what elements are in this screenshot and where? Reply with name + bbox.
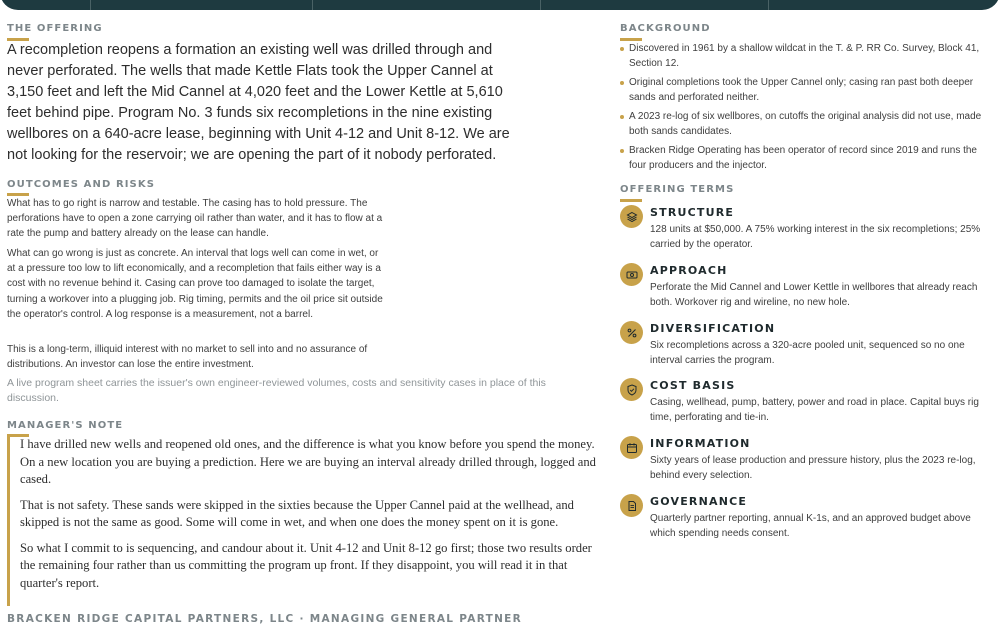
- nav-divider: [90, 0, 91, 10]
- illiquidity-paragraph: This is a long-term, illiquid interest with no market to sell into and no assurance of distributions. An investor can lose the entire investment.: [7, 344, 368, 371]
- cash-icon: [620, 263, 643, 286]
- term-body: Perforate the Mid Cannel and Lower Kettle in wellbores that already reach both. Workover rig and wireline, no new hole.: [650, 282, 978, 309]
- footer-company-line: BRACKEN RIDGE CAPITAL PARTNERS, LLC · MANAGING GENERAL PARTNER: [7, 613, 523, 625]
- term-title: DIVERSIFICATION: [650, 322, 776, 335]
- offering-lead-paragraph: A recompletion reopens a formation an existing well was drilled through and never perforated. The wells that made Kettle Flats took the Upper Cannel at 3,150 feet and left the Mid Cannel at 4,020 feet and the Lower Kettle at 5,610 feet behind pipe. Program No. 3 funds six recompletions in the nine existing wellbores on a 640-acre lease, beginning with Unit 4-12 and Unit 8-12. We are not looking for the reservoir; we are opening the part of it nobody perforated.: [7, 42, 510, 163]
- document-icon: [620, 494, 643, 517]
- term-structure: [620, 205, 1000, 255]
- outcomes-heading: OUTCOMES AND RISKS: [7, 179, 156, 190]
- nav-divider: [540, 0, 541, 10]
- term-information: [620, 436, 1000, 486]
- quote-paragraph: I have drilled new wells and reopened old ones, and the difference is what you know before you spend the money. On a new location you are buying a prediction. Here we are buying an interval already drilled through, logged and cased.: [20, 437, 596, 486]
- term-body: Quarterly partner reporting, annual K-1s, and an approved budget above which spending needs consent.: [650, 513, 971, 540]
- list-item: Bracken Ridge Operating has been operator of record since 2019 and runs the four producers and the injector.: [620, 143, 995, 173]
- term-body: 128 units at $50,000. A 75% working interest in the six recompletions; 25% carried by the operator.: [650, 224, 981, 251]
- bullet-dot-icon: [620, 81, 624, 85]
- outcomes-paragraph: What has to go right is narrow and testable. The casing has to hold pressure. The perforations have to open a zone carrying oil rather than water, and it has to flow at a rate the pump and battery already on the lease can handle.: [7, 198, 383, 240]
- nav-divider: [312, 0, 313, 10]
- calendar-icon: [620, 436, 643, 459]
- bullet-dot-icon: [620, 47, 624, 51]
- quote-paragraph: So what I commit to is sequencing, and candour about it. Unit 4-12 and Unit 8-12 go first; those two results order the remaining four rather than us committing the program up front. If they disappoint, you will read it in that quarter's report.: [20, 540, 592, 590]
- term-title: STRUCTURE: [650, 206, 735, 219]
- term-body: Six recompletions across a 320-acre pooled unit, sequenced so no one interval carries the program.: [650, 340, 965, 367]
- manager-note-heading: MANAGER'S NOTE: [7, 420, 124, 431]
- term-governance: [620, 494, 1000, 544]
- program-sheet-note: A live program sheet carries the issuer's own engineer-reviewed volumes, costs and sensitivity cases in place of this discussion.: [7, 377, 546, 404]
- background-list: [620, 41, 995, 177]
- percent-icon: [620, 321, 643, 344]
- list-item: A 2023 re-log of six wellbores, on cutoffs the original analysis did not use, made both sands candidates.: [620, 109, 995, 139]
- list-item: Discovered in 1961 by a shallow wildcat in the T. & P. RR Co. Survey, Block 41, Section 12.: [620, 41, 995, 71]
- bullet-dot-icon: [620, 115, 624, 119]
- quote-paragraph: That is not safety. These sands were skipped in the sixties because the Upper Cannel paid at the wellhead, and skipped is not the same as good. Some will come in wet, and when one does the money spent on it is gone.: [20, 497, 574, 529]
- term-diversification: [620, 321, 1000, 371]
- term-body: Sixty years of lease production and pressure history, plus the 2023 re-log, behind every selection.: [650, 455, 976, 482]
- term-approach: [620, 263, 1000, 313]
- manager-quote: [7, 436, 597, 606]
- background-heading: BACKGROUND: [620, 23, 711, 34]
- nav-divider: [768, 0, 769, 10]
- list-item: Original completions took the Upper Cannel only; casing ran past both deeper sands and perforated neither.: [620, 75, 995, 105]
- layers-icon: [620, 205, 643, 228]
- top-navigation-bar: [0, 0, 1000, 10]
- heading-accent-bar: [620, 199, 642, 202]
- offering-heading: THE OFFERING: [7, 23, 103, 34]
- term-title: COST BASIS: [650, 379, 736, 392]
- term-body: Casing, wellhead, pump, battery, power and road in place. Capital buys rig time, perforating and tie-in.: [650, 397, 979, 424]
- term-title: INFORMATION: [650, 437, 751, 450]
- shield-check-icon: [620, 378, 643, 401]
- term-title: GOVERNANCE: [650, 495, 748, 508]
- bullet-dot-icon: [620, 149, 624, 153]
- term-cost-basis: [620, 378, 1000, 428]
- term-title: APPROACH: [650, 264, 728, 277]
- risks-paragraph: What can go wrong is just as concrete. An interval that logs well can come in wet, or at a pressure too low to lift economically, and a recompletion that fails either way is a cost with no revenue behind it. Casing can prove too damaged to isolate the target, turning a workover into a plugging job. Rig timing, permits and the oil price sit outside the operator's control. A log response is a measurement, not a barrel.: [7, 248, 383, 320]
- offering-terms-heading: OFFERING TERMS: [620, 184, 735, 195]
